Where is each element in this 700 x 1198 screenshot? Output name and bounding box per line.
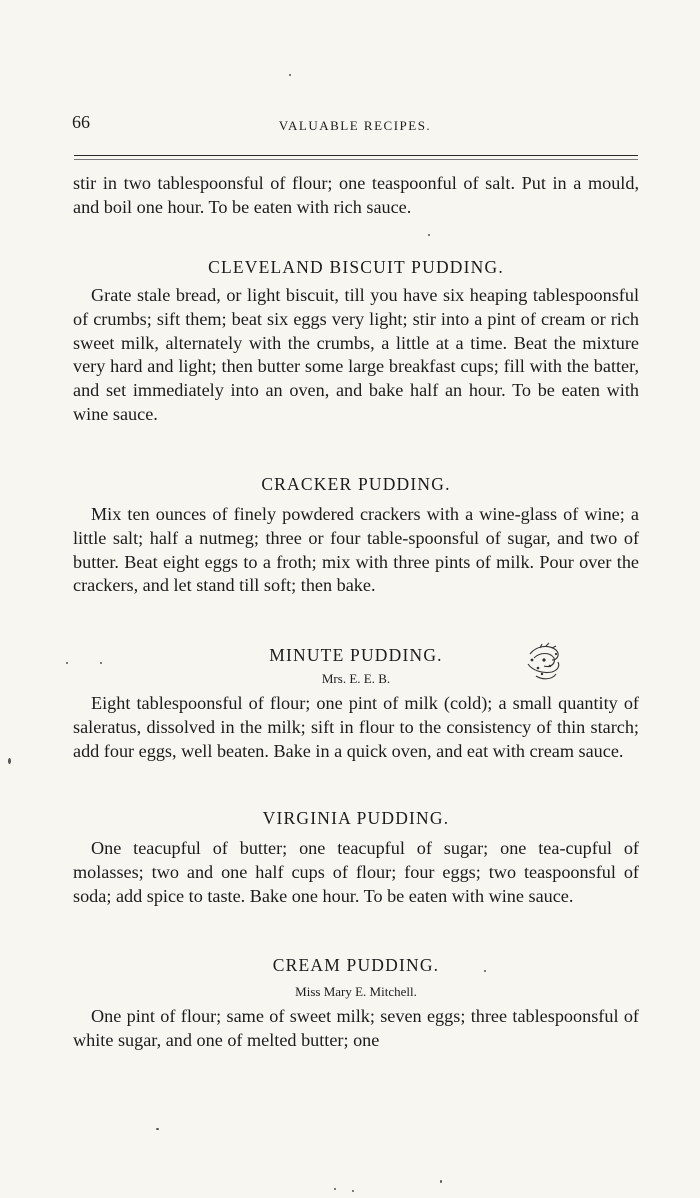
recipe-body: One pint of flour; same of sweet milk; seven eggs; three tablespoonsful of white sugar, and one of melted butter; one (73, 1006, 639, 1050)
recipe-title: CRACKER PUDDING. (261, 474, 451, 494)
paper-speck (428, 234, 430, 236)
paper-speck (334, 1188, 336, 1190)
paper-speck (156, 1128, 159, 1130)
paper-speck (100, 662, 102, 664)
recipe-body: One teacupful of butter; one teacupful of sugar; one tea-cupful of molasses; two and one half cups of flour; four eggs; two teaspoonsful of soda; add spice to taste. Bake one hour. To be eaten with wine sauce. (73, 838, 639, 906)
recipe-title: CLEVELAND BISCUIT PUDDING. (208, 257, 504, 277)
continuation-paragraph (73, 172, 639, 220)
recipe-body-block (73, 503, 639, 598)
paper-speck (289, 74, 291, 76)
paper-speck (66, 662, 68, 664)
floral-vignette-icon (522, 640, 564, 686)
running-head: VALUABLE RECIPES. (278, 118, 432, 133)
recipe-body-block (73, 837, 639, 908)
page-header (72, 112, 638, 142)
recipe-attribution: Miss Mary E. Mitchell. (295, 984, 417, 999)
paper-speck (484, 970, 486, 972)
page-number: 66 (72, 112, 90, 132)
recipe-body-block (73, 1005, 639, 1053)
recipe-title: VIRGINIA PUDDING. (262, 808, 450, 828)
paper-speck (352, 1190, 354, 1192)
recipe-body-block (73, 284, 639, 427)
recipe-body-block (73, 692, 639, 763)
recipe-attribution: Mrs. E. E. B. (321, 671, 391, 686)
paper-speck (8, 758, 11, 764)
recipe-body: Grate stale bread, or light biscuit, till you have six heaping tablespoonsful of crumbs; sift them; beat six eggs very light; stir into a pint of cream or rich sweet milk, alternately with the crumbs, a little at a time. Beat the mixture very hard and light; then butter some large breakfast cups; fill with the batter, and set immediately into an oven, and bake half an hour. To be eaten with wine sauce. (73, 285, 639, 424)
continuation-text: stir in two tablespoonsful of flour; one teaspoonful of salt. Put in a mould, and boil one hour. To be eaten with rich sauce. (73, 173, 639, 217)
header-rule-thin (74, 159, 638, 160)
recipe-body: Eight tablespoonsful of flour; one pint of milk (cold); a small quantity of saleratus, dissolved in the milk; sift in flour to the consistency of thin starch; add four eggs, well beaten. Bake in a quick oven, and eat with cream sauce. (73, 693, 639, 761)
recipe-title: CREAM PUDDING. (272, 955, 440, 975)
recipe-body: Mix ten ounces of finely powdered crackers with a wine-glass of wine; a little salt; half a nutmeg; three or four table-spoonsful of sugar, and two of butter. Beat eight eggs to a froth; mix with three pints of milk. Pour over the crackers, and let stand till soft; then bake. (73, 504, 639, 596)
header-rule (74, 155, 638, 156)
paper-speck (440, 1180, 442, 1183)
recipe-title: MINUTE PUDDING. (269, 645, 443, 665)
